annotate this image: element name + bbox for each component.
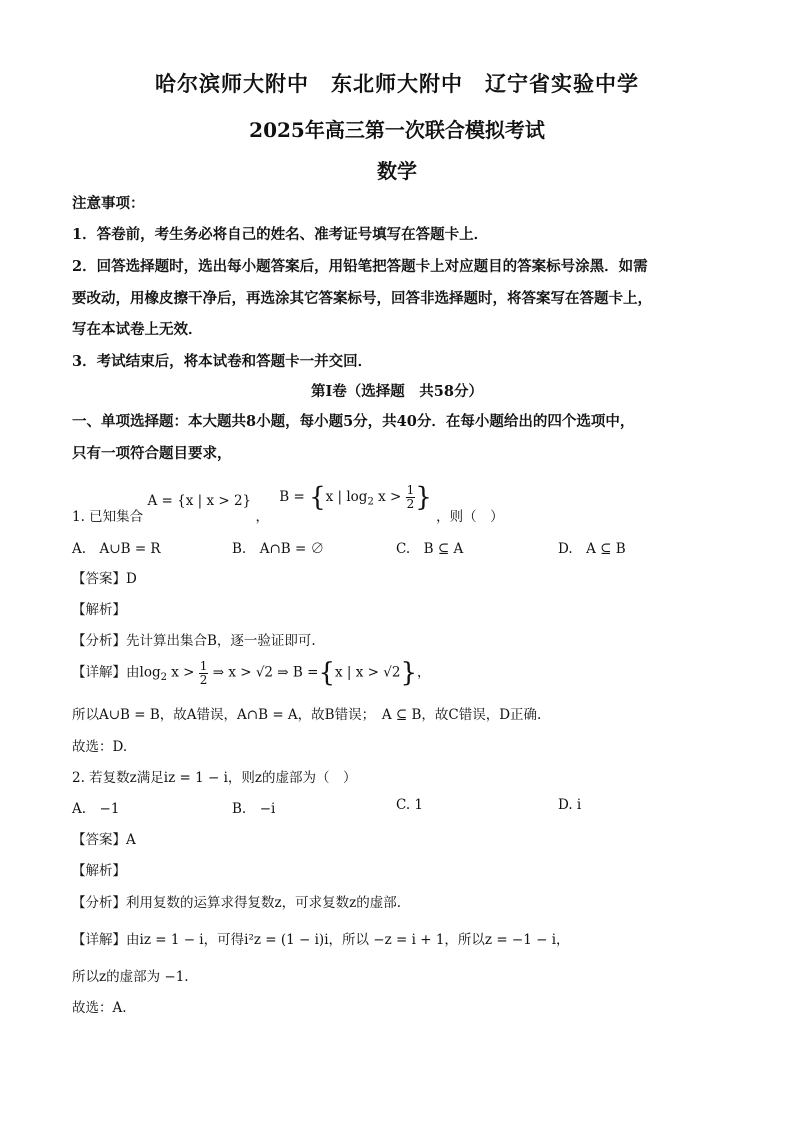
- q2-detail-2: 所以z的虚部为 −1.: [72, 969, 189, 985]
- notice-title: 注意事项：: [72, 195, 145, 212]
- q2-detail: [72, 928, 570, 948]
- q1-set-b-lead: B =: [279, 488, 305, 505]
- q2-option-d: D. i: [558, 797, 582, 813]
- q1-set-b-body: x | log: [325, 488, 368, 505]
- q2-answer: [72, 828, 136, 848]
- q2-option-a: A. −1: [72, 801, 120, 817]
- notice-item-1: 1．答卷前，考生务必将自己的姓名、准考证号填写在答题卡上．: [72, 226, 489, 243]
- notice-item-2b: 要改动，用橡皮擦干净后，再选涂其它答案标号，回答非选择题时，将答案写在答题卡上，: [72, 290, 652, 307]
- q1-answer-tag: 【答案】: [72, 571, 126, 587]
- q1-detail-brace-right: }: [400, 658, 417, 688]
- q2-fenxi-text: 利用复数的运算求得复数z，可求复数z的虚部.: [126, 895, 402, 911]
- q1-fenxi-tag: 【分析】: [72, 633, 126, 649]
- q2-detail-text: 由iz = 1 − i，可得i²z = (1 − i)i，所以 −z = i + 1，所以z = −1 − i，: [126, 932, 570, 948]
- q1-frac-den: 2: [406, 496, 415, 511]
- q1-detail-brace-left: {: [318, 658, 335, 688]
- q1-option-a: A. A∪B = R: [72, 541, 161, 557]
- q2-option-c: C. 1: [396, 797, 424, 813]
- q1-suffix: ，则（ ）: [436, 508, 504, 525]
- q1-analysis-tag: 【解析】: [72, 602, 126, 618]
- notice-item-2a: 2．回答选择题时，选出每小题答案后，用铅笔把答题卡上对应题目的答案标号涂黑．如需: [72, 258, 648, 275]
- part-heading-a: 一、单项选择题：本大题共8小题，每小题5分，共40分．在每小题给出的四个选项中，: [72, 413, 635, 430]
- q1-stem: [72, 482, 504, 525]
- notice-item-3: 3．考试结束后，将本试卷和答题卡一并交回．: [72, 353, 373, 370]
- q1-answer-value: D: [126, 571, 137, 587]
- q1-reason: 所以A∪B = B，故A错误，A∩B = A，故B错误； A ⊆ B，故C错误，D正确.: [72, 707, 542, 723]
- q1-frac-num: 1: [406, 482, 415, 497]
- q2-option-b: B. −i: [232, 801, 276, 817]
- q1-detail-fraction: [199, 660, 209, 687]
- q1-detail-frac-num: 1: [199, 658, 208, 673]
- q2-answer-value: A: [126, 832, 136, 848]
- q1-set-b-sub: 2: [367, 496, 374, 508]
- q1-detail-set: x | x > √2: [335, 664, 401, 681]
- q1-set-a: A = {x | x > 2}: [147, 492, 252, 509]
- q1-detail-tag: 【详解】: [72, 664, 126, 681]
- part-heading-b: 只有一项符合题目要求，: [72, 445, 232, 462]
- exam-title: 2025年高三第一次联合模拟考试: [249, 118, 545, 142]
- q2-fenxi-tag: 【分析】: [72, 895, 126, 911]
- q1-prefix: 1. 已知集合: [72, 508, 144, 525]
- q2-fenxi: [72, 891, 401, 911]
- q1-detail-mid2: ⇒ x > √2 ⇒ B =: [212, 664, 319, 681]
- q1-set-b: [279, 482, 436, 512]
- q1-detail-sub: 2: [160, 672, 167, 684]
- q1-option-b: B. A∩B = ∅: [232, 541, 325, 557]
- q1-option-c: C. B ⊆ A: [396, 541, 464, 557]
- q1-brace-left: {: [309, 482, 326, 512]
- volume-heading: 第Ⅰ卷（选择题 共58分）: [311, 383, 483, 400]
- q1-detail-frac-den: 2: [199, 672, 208, 687]
- q1-answer: [72, 567, 137, 587]
- q1-comma: ，: [255, 508, 269, 525]
- q1-choose: 故选：D.: [72, 739, 128, 755]
- q1-detail: [72, 658, 431, 688]
- q1-fenxi-text: 先计算出集合B，逐一验证即可.: [126, 633, 316, 649]
- q1-detail-mid1: x >: [166, 664, 195, 681]
- q1-fraction: [406, 484, 416, 511]
- q2-detail-tag: 【详解】: [72, 932, 126, 948]
- q1-detail-end: ，: [417, 664, 431, 681]
- q1-option-d: D. A ⊆ B: [558, 541, 626, 557]
- q2-analysis-tag: 【解析】: [72, 863, 126, 879]
- school-names: 哈尔滨师大附中 东北师大附中 辽宁省实验中学: [155, 71, 639, 96]
- q1-fenxi: [72, 629, 316, 649]
- subject-title: 数学: [377, 159, 417, 183]
- q1-brace-right: }: [415, 482, 432, 512]
- q1-detail-lead: 由log: [126, 664, 161, 681]
- q2-stem: 2. 若复数z满足iz = 1 − i，则z的虚部为（ ）: [72, 770, 357, 786]
- q2-answer-tag: 【答案】: [72, 832, 126, 848]
- q2-choose: 故选：A.: [72, 1000, 127, 1016]
- q1-set-b-x: x >: [373, 488, 402, 505]
- notice-item-2c: 写在本试卷上无效．: [72, 321, 203, 338]
